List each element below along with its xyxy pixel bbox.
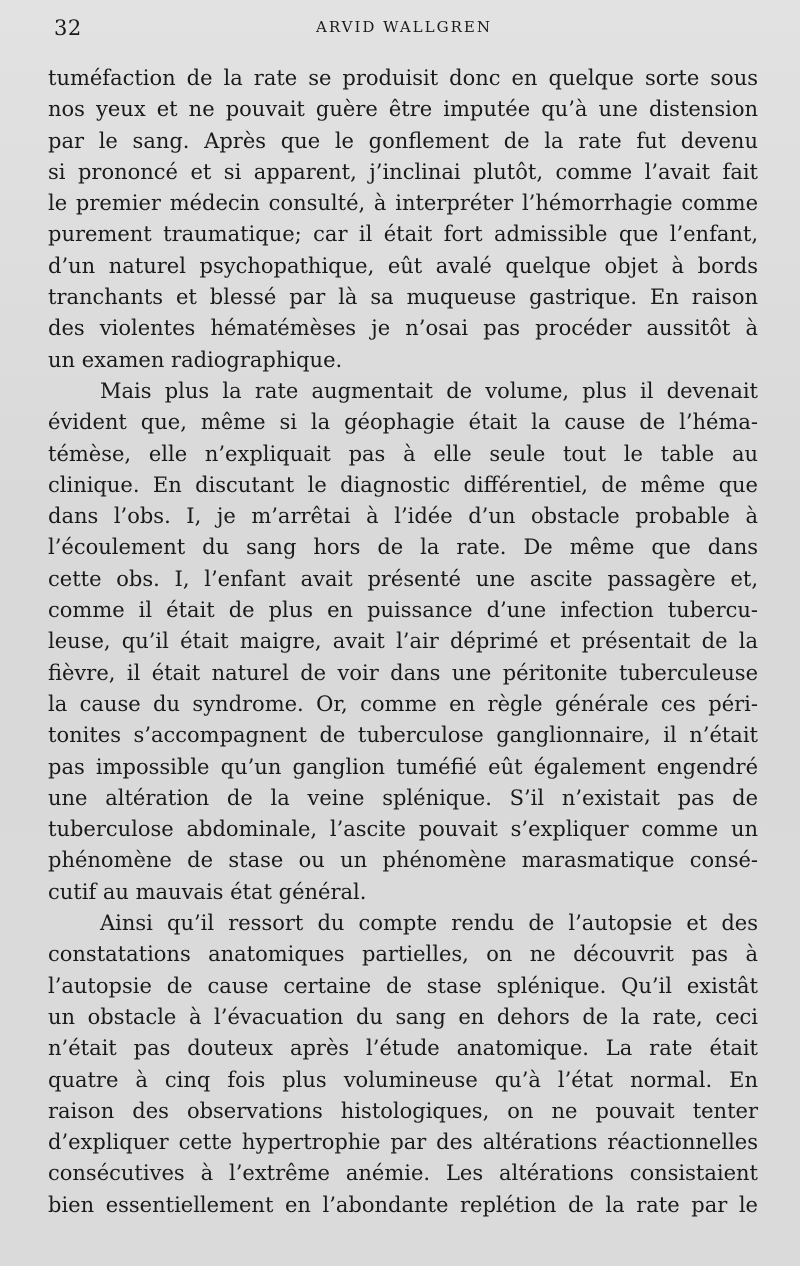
running-title: ARVID WALLGREN [316, 18, 492, 36]
body-text [48, 63, 758, 1221]
text-line: la cause du syndrome. Or, comme en règle générale ces péri- [48, 691, 758, 716]
text-line: tuméfaction de la rate se produisit donc en quelque sorte sous [48, 66, 758, 90]
text-line: nos yeux et ne pouvait guère être imputée qu’à une distension [48, 97, 758, 122]
text-line: n’était pas douteux après l’étude anatomique. La rate était [48, 1036, 758, 1061]
text-line: tonites s’accompagnent de tuberculose ganglionnaire, il n’était [48, 723, 758, 748]
text-line: des violentes hématémèses je n’osai pas procéder aussitôt à [48, 316, 758, 341]
text-line: une altération de la veine splénique. S’il n’existait pas de [48, 785, 758, 810]
text-line: un examen radiographique. [48, 347, 343, 372]
text-line: quatre à cinq fois plus volumineuse qu’à l’état normal. En [48, 1067, 758, 1092]
text-line: constatations anatomiques partielles, on ne découvrit pas à [48, 942, 758, 967]
text-line: cutif au mauvais état général. [48, 879, 367, 904]
text-line: tranchants et blessé par là sa muqueuse gastrique. En raison [48, 285, 758, 310]
running-head [48, 16, 760, 46]
text-line: cette obs. I, l’enfant avait présenté une ascite passagère et, [48, 566, 758, 591]
text-line: témèse, elle n’expliquait pas à elle seule tout le table au [48, 441, 758, 466]
text-line: phénomène de stase ou un phénomène marasmatique consé- [48, 848, 758, 873]
text-line: l’écoulement du sang hors de la rate. De même que dans [48, 535, 758, 560]
text-line: raison des observations histologiques, on ne pouvait tenter [48, 1098, 758, 1123]
text-line: tuberculose abdominale, l’ascite pouvait s’expliquer comme un [48, 817, 758, 842]
text-line: leuse, qu’il était maigre, avait l’air déprimé et présentait de la [48, 629, 758, 654]
text-line: si prononcé et si apparent, j’inclinai plutôt, comme l’avait fait [48, 159, 758, 184]
text-line: évident que, même si la géophagie était la cause de l’héma- [48, 410, 758, 435]
text-line: bien essentiellement en l’abondante replétion de la rate par le [48, 1192, 758, 1217]
page-number: 32 [54, 16, 82, 40]
text-line: dans l’obs. I, je m’arrêtai à l’idée d’un obstacle probable à [48, 504, 758, 529]
text-line: comme il était de plus en puissance d’une infection tubercu- [48, 598, 758, 623]
text-line: le premier médecin consulté, à interpréter l’hémorrhagie comme [48, 191, 758, 216]
text-line: d’expliquer cette hypertrophie par des altérations réactionnelles [48, 1130, 758, 1155]
text-line: purement traumatique; car il était fort admissible que l’enfant, [48, 222, 758, 247]
text-line: par le sang. Après que le gonflement de la rate fut devenu [48, 128, 758, 153]
text-line: Mais plus la rate augmentait de volume, plus il devenait [100, 378, 758, 403]
text-line: consécutives à l’extrême anémie. Les altérations consistaient [48, 1161, 758, 1186]
text-line: fièvre, il était naturel de voir dans une péritonite tuberculeuse [48, 660, 758, 685]
text-line: clinique. En discutant le diagnostic différentiel, de même que [48, 472, 758, 497]
text-line: l’autopsie de cause certaine de stase splénique. Qu’il existât [48, 973, 758, 998]
text-line: un obstacle à l’évacuation du sang en dehors de la rate, ceci [48, 1004, 758, 1029]
text-line: Ainsi qu’il ressort du compte rendu de l’autopsie et des [100, 911, 758, 936]
text-line: d’un naturel psychopathique, eût avalé quelque objet à bords [48, 253, 758, 278]
text-line: pas impossible qu’un ganglion tuméfié eût également engendré [48, 754, 758, 779]
